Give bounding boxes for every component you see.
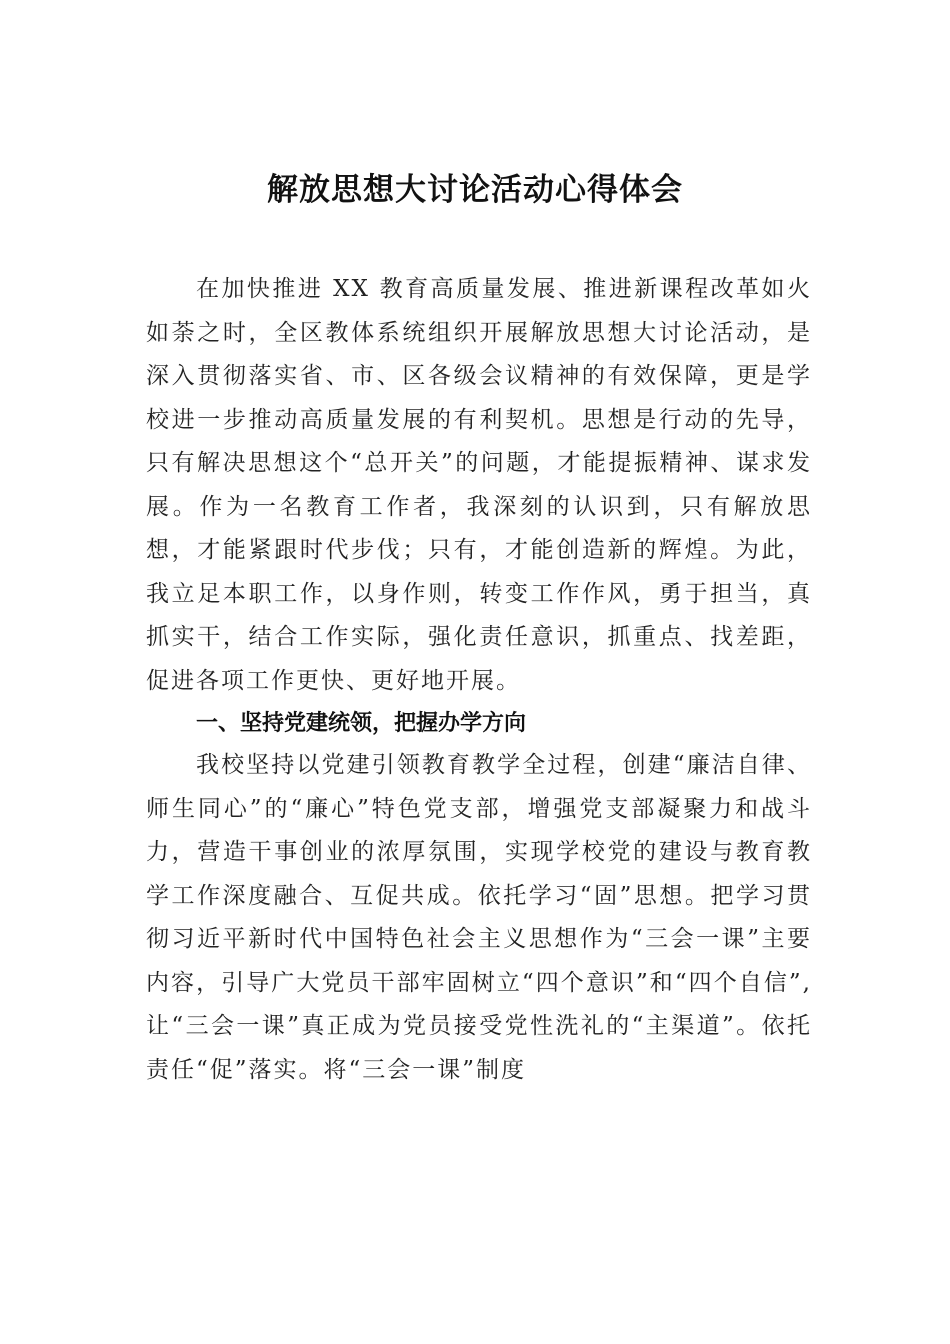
document-title: 解放思想大讨论活动心得体会 [267, 172, 683, 208]
intro-paragraph: 在加快推进 XX 教育高质量发展、推进新课程改革如火如荼之时，全区教体系统组织开展解放思想大讨论活动，是深入贯彻落实省、市、区各级会议精神的有效保障，更是学校进一步推动高质量发展的有利契机。思想是行动的先导，只有解决思想这个“总开关”的问题，才能提振精神、谋求发展。作为一名教育工作者，我深刻的认识到，只有解放思想，才能紧跟时代步伐；只有，才能创造新的辉煌。为此，我立足本职工作，以身作则，转变工作作风，勇于担当，真抓实干，结合工作实际，强化责任意识，抓重点、找差距，促进各项工作更快、更好地开展。 [146, 276, 812, 694]
section-1-paragraph: 我校坚持以党建引领教育教学全过程，创建“廉洁自律、师生同心”的“廉心”特色党支部，增强党支部凝聚力和战斗力，营造干事创业的浓厚氛围，实现学校党的建设与教育教学工作深度融合、互促共成。依托学习“固”思想。把学习贯彻习近平新时代中国特色社会主义思想作为“三会一课”主要内容，引导广大党员干部牢固树立“四个意识”和“四个自信”,让“三会一课”真正成为党员接受党性洗礼的“主渠道”。依托责任“促”落实。将“三会一课”制度 [146, 752, 812, 1083]
section-heading-1: 一、坚持党建统领，把握办学方向 [196, 711, 527, 736]
